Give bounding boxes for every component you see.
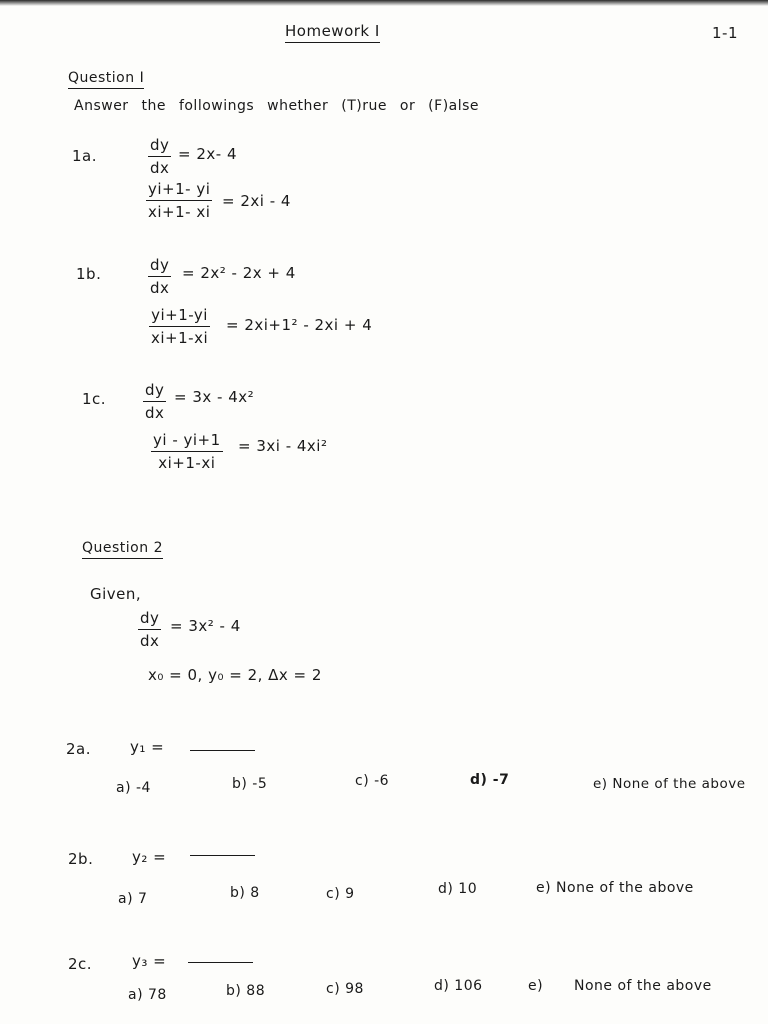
part-1c-eq1-rhs: = 3x - 4x² xyxy=(174,388,255,406)
option-a: a) 78 xyxy=(128,987,167,1003)
part-1c-label: 1c. xyxy=(82,390,107,408)
option-a: a) -4 xyxy=(116,780,151,796)
part-1a-eq2-rhs: = 2xi - 4 xyxy=(222,192,291,210)
given-eq-fraction xyxy=(138,609,161,650)
scan-edge xyxy=(0,0,768,6)
fraction-denominator: dx xyxy=(140,632,160,650)
part-1b-eq2-fraction xyxy=(149,306,210,347)
part-1a-eq2-fraction xyxy=(146,180,212,221)
fraction-numerator: yi+1- yi xyxy=(148,180,211,198)
option-b: b) 8 xyxy=(230,885,260,901)
option-d: d) -7 xyxy=(470,772,510,788)
part-2b-prompt: y₂ = xyxy=(132,848,167,866)
answer-blank xyxy=(190,750,255,751)
fraction-bar xyxy=(148,276,171,277)
part-1b-eq1-rhs: = 2x² - 2x + 4 xyxy=(182,264,296,282)
fraction-numerator: dy xyxy=(150,256,170,274)
fraction-bar xyxy=(149,326,210,327)
fraction-denominator: dx xyxy=(150,159,170,177)
option-e: e) None of the above xyxy=(593,776,746,792)
question-1-heading: Question I xyxy=(68,70,144,89)
part-1c-eq2-fraction xyxy=(151,431,223,472)
given-eq-rhs: = 3x² - 4 xyxy=(170,617,241,635)
fraction-numerator: dy xyxy=(140,609,160,627)
fraction-bar xyxy=(148,156,171,157)
fraction-denominator: xi+1- xi xyxy=(148,203,211,221)
fraction-bar xyxy=(151,451,223,452)
part-1b-eq1-fraction xyxy=(148,256,171,297)
page-title: Homework I xyxy=(285,22,380,43)
part-2c-prompt: y₃ = xyxy=(132,952,167,970)
fraction-bar xyxy=(138,629,161,630)
given-label: Given, xyxy=(90,585,142,603)
fraction-denominator: xi+1-xi xyxy=(158,454,216,472)
part-2a-label: 2a. xyxy=(66,740,92,758)
part-1b-eq2-rhs: = 2xi+1² - 2xi + 4 xyxy=(226,316,373,334)
part-2b-label: 2b. xyxy=(68,850,94,868)
part-1c-eq2-rhs: = 3xi - 4xi² xyxy=(238,437,328,455)
part-1a-eq1-rhs: = 2x- 4 xyxy=(178,145,237,163)
question-1-instruction: Answer the followings whether (T)rue or (F)alse xyxy=(74,98,480,114)
answer-blank xyxy=(188,962,253,963)
option-b: b) -5 xyxy=(232,776,268,792)
part-1c-eq1-fraction xyxy=(143,381,166,422)
answer-blank xyxy=(190,855,255,856)
option-e: e) None of the above xyxy=(536,880,694,896)
option-d: d) 106 xyxy=(434,978,483,994)
initial-conditions: x₀ = 0, y₀ = 2, Δx = 2 xyxy=(148,666,322,684)
part-2a-prompt: y₁ = xyxy=(130,738,165,756)
fraction-denominator: xi+1-xi xyxy=(151,329,209,347)
fraction-numerator: dy xyxy=(145,381,165,399)
option-c: c) -6 xyxy=(355,773,390,789)
question-2-heading: Question 2 xyxy=(82,540,163,559)
part-1b-label: 1b. xyxy=(76,265,102,283)
fraction-bar xyxy=(143,401,166,402)
part-1a-label: 1a. xyxy=(72,147,98,165)
fraction-numerator: yi+1-yi xyxy=(151,306,208,324)
option-e: e) xyxy=(528,978,544,994)
option-c: c) 98 xyxy=(326,981,364,997)
fraction-denominator: dx xyxy=(150,279,170,297)
fraction-numerator: dy xyxy=(150,136,170,154)
part-1a-eq1-fraction xyxy=(148,136,171,177)
part-2c-label: 2c. xyxy=(68,955,93,973)
option-e-text: None of the above xyxy=(574,978,712,994)
page-number: 1-1 xyxy=(712,24,738,42)
option-d: d) 10 xyxy=(438,881,478,897)
fraction-bar xyxy=(146,200,212,201)
fraction-numerator: yi - yi+1 xyxy=(153,431,221,449)
option-a: a) 7 xyxy=(118,891,148,907)
fraction-denominator: dx xyxy=(145,404,165,422)
option-c: c) 9 xyxy=(326,886,355,902)
option-b: b) 88 xyxy=(226,983,266,999)
